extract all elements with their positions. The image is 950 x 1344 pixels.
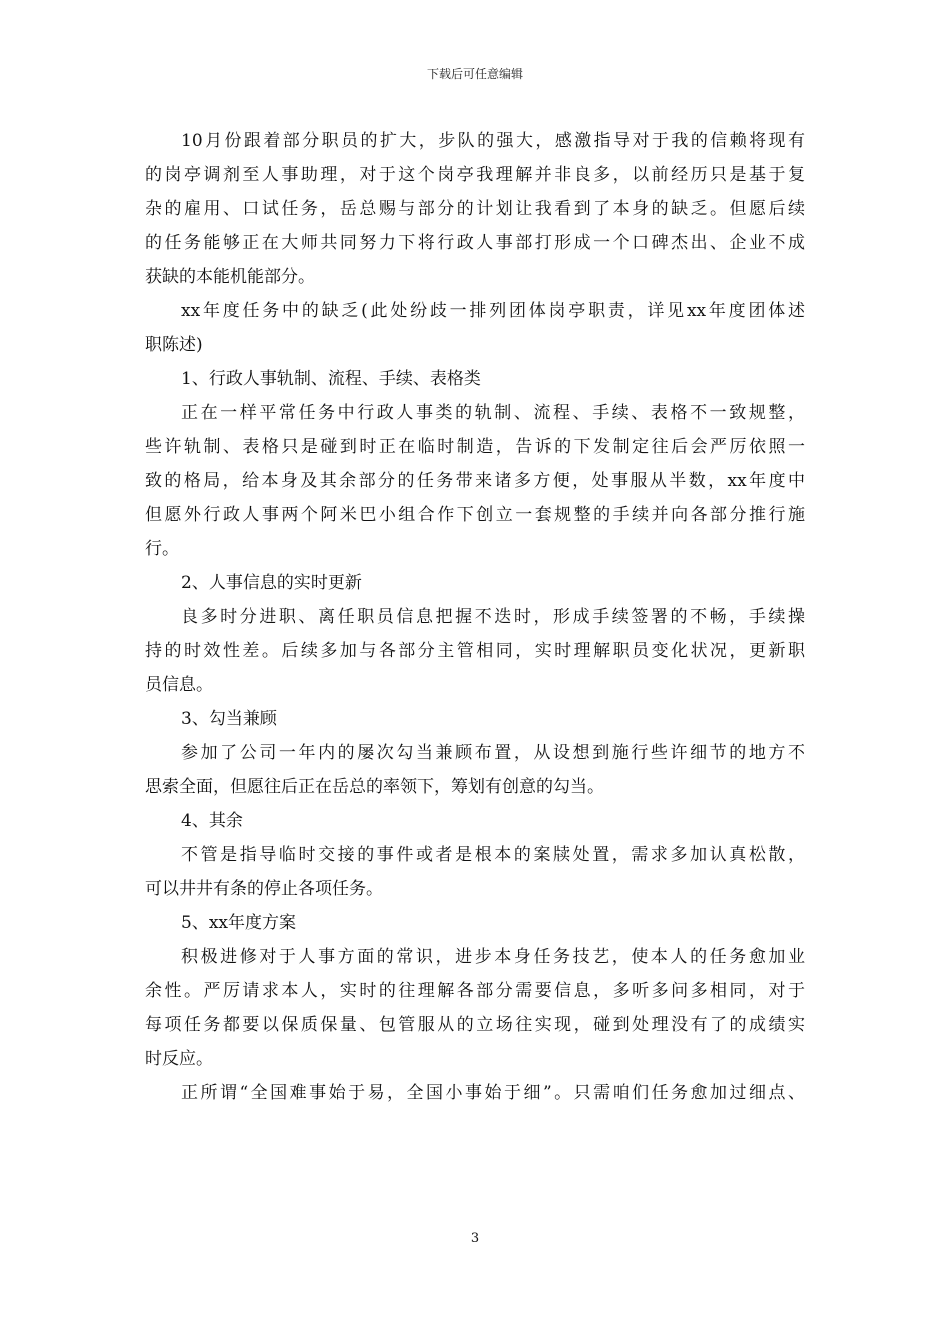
text-line: 职陈述) (145, 335, 203, 355)
page-header: 下载后可任意编辑 (426, 67, 523, 81)
text-line: 2、人事信息的实时更新 (181, 573, 362, 593)
text-line: 些许轨制、表格只是碰到时正在临时制造，告诉的下发制定往后会严厉依照一 (145, 437, 805, 457)
text-line: 致的格局，给本身及其余部分的任务带来诸多方便，处事服从半数，xx年度中 (145, 471, 805, 491)
text-line: 4、其余 (181, 811, 243, 831)
text-line: 每项任务都要以保质保量、包管服从的立场往实现，碰到处理没有了的成绩实 (145, 1015, 805, 1035)
text-line: 但愿外行政人事两个阿米巴小组合作下创立一套规整的手续并向各部分推行施 (145, 505, 805, 525)
text-line: 持的时效性差。后续多加与各部分主管相同，实时理解职员变化状况，更新职 (145, 641, 805, 661)
text-line: 良多时分进职、离任职员信息把握不迭时，形成手续签署的不畅，手续操 (181, 607, 805, 627)
text-line: 10月份跟着部分职员的扩大，步队的强大，感激指导对于我的信赖将现有 (181, 131, 805, 151)
text-line: 的任务能够正在大师共同努力下将行政人事部打形成一个口碑杰出、企业不成 (145, 233, 805, 253)
text-line: 思索全面，但愿往后正在岳总的率领下，筹划有创意的勾当。 (145, 777, 604, 797)
text-line: 正所谓“全国难事始于易，全国小事始于细”。只需咱们任务愈加过细点、 (181, 1083, 805, 1103)
text-line: 不管是指导临时交接的事件或者是根本的案牍处置，需求多加认真松散， (181, 845, 805, 865)
text-line: 1、行政人事轨制、流程、手续、表格类 (181, 369, 481, 389)
text-line: 行。 (145, 539, 179, 559)
text-line: 余性。严厉请求本人，实时的往理解各部分需要信息，多听多问多相同，对于 (145, 981, 805, 1001)
text-line: 时反应。 (145, 1049, 213, 1069)
text-line: 积极进修对于人事方面的常识，进步本身任务技艺，使本人的任务愈加业 (181, 947, 805, 967)
text-line: 3、勾当兼顾 (181, 709, 277, 729)
text-line: 参加了公司一年内的屡次勾当兼顾布置，从设想到施行些许细节的地方不 (181, 743, 805, 763)
text-line: 获缺的本能机能部分。 (145, 267, 315, 287)
document-body (145, 124, 805, 1110)
text-line: 杂的雇用、口试任务，岳总赐与部分的计划让我看到了本身的缺乏。但愿后续 (145, 199, 805, 219)
text-line: 员信息。 (145, 675, 213, 695)
text-line: 的岗亭调剂至人事助理，对于这个岗亭我理解并非良多，以前经历只是基于复 (145, 165, 805, 185)
text-line: 5、xx年度方案 (181, 913, 296, 933)
text-line: 可以井井有条的停止各项任务。 (145, 879, 383, 899)
text-line: 正在一样平常任务中行政人事类的轨制、流程、手续、表格不一致规整， (181, 403, 805, 423)
text-line: xx年度任务中的缺乏(此处纷歧一排列团体岗亭职责，详见xx年度团体述 (181, 301, 805, 321)
page-number: 3 (470, 1231, 480, 1246)
